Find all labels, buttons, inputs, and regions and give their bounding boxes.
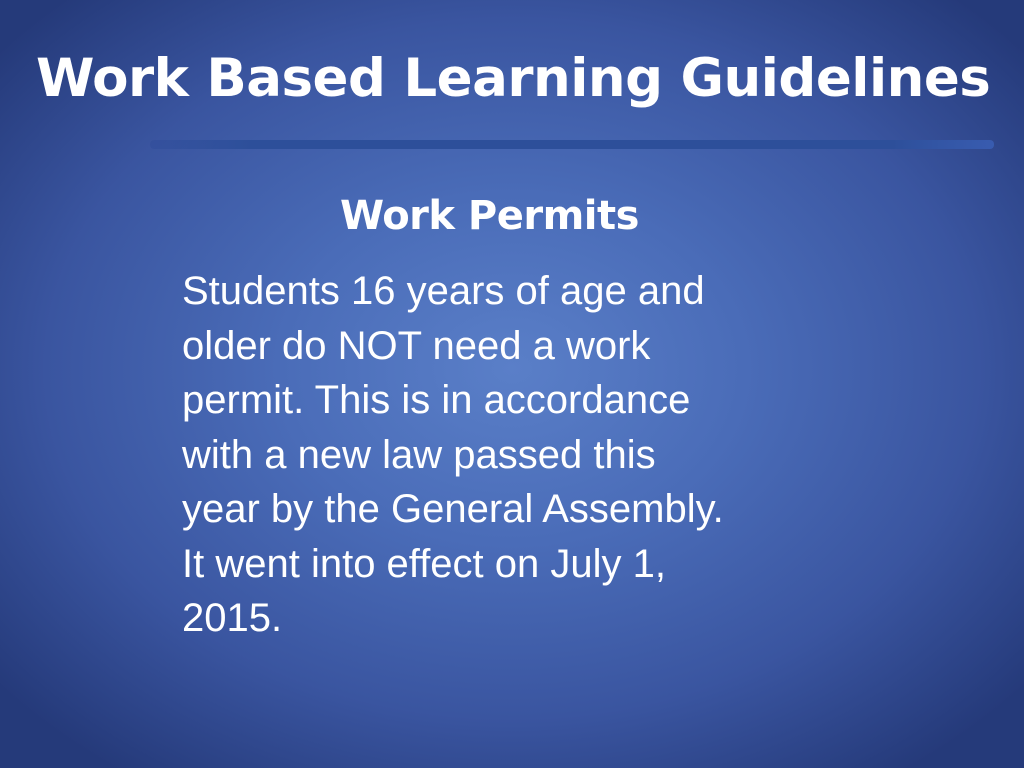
body-line: 2015.	[182, 596, 283, 640]
slide-subtitle: Work Permits	[340, 193, 639, 239]
body-line: permit. This is in accordance	[182, 378, 691, 422]
slide-body	[182, 264, 822, 646]
body-line: with a new law passed this	[182, 432, 656, 477]
body-line: It went into effect on July 1,	[182, 541, 666, 586]
slide-title: Work Based Learning Guidelines	[36, 48, 991, 109]
body-line: Students 16 years of age and	[182, 269, 705, 313]
body-line: year by the General Assembly.	[182, 487, 724, 531]
body-line: older do NOT need a work	[182, 323, 651, 368]
title-divider	[150, 140, 994, 149]
